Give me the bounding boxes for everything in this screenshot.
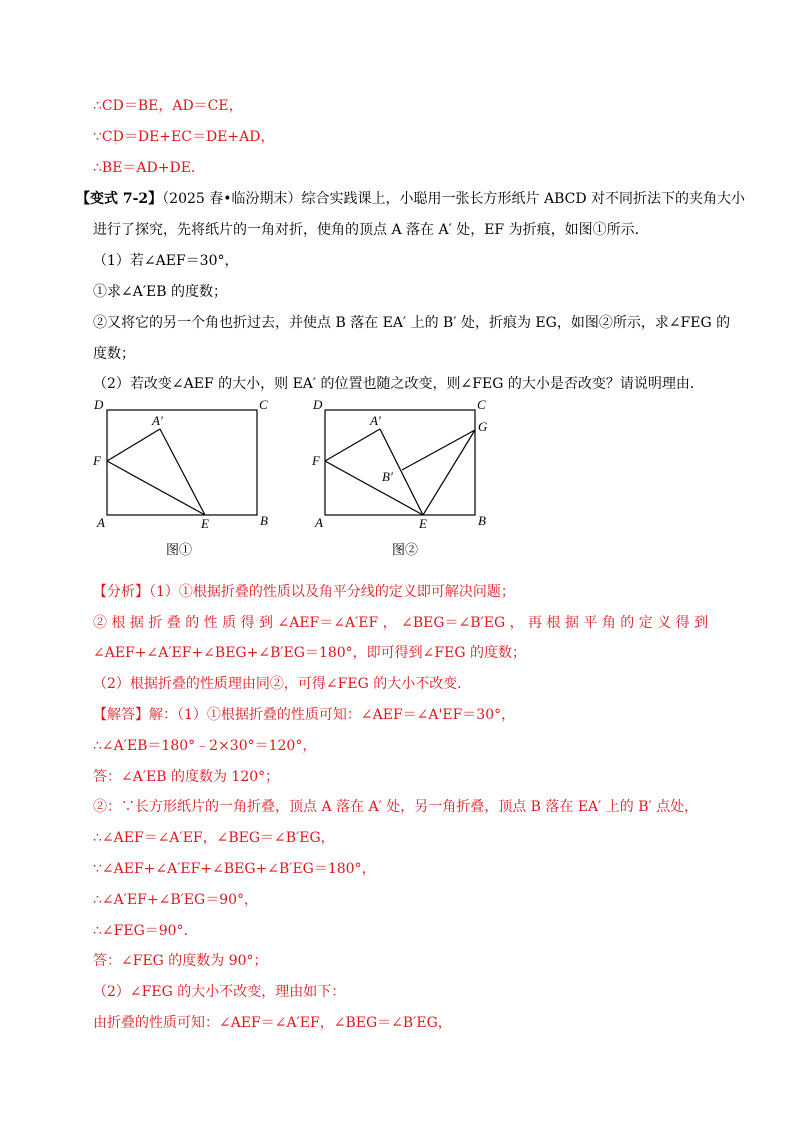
question-1: （1）若∠AEF＝30°， (93, 253, 239, 269)
rectangle-abcd (325, 410, 475, 515)
label-a-prime: A′ (370, 413, 381, 428)
question-1b: ②又将它的另一个角也折过去，并使点 B 落在 EA′ 上的 B′ 处，折痕为 EG，如图②所示，求∠FEG 的 (93, 315, 731, 331)
analysis-line-2: ② 根 据 折 叠 的 性 质 得 到 ∠AEF＝∠A′EF ， ∠BEG＝∠B′EG ， 再 根 据 平 角 的 定 义 得 到 (93, 615, 709, 631)
analysis-line-1: 【分析】（1）①根据折叠的性质以及角平分线的定义即可解决问题； (93, 584, 515, 600)
solution-line: 由折叠的性质可知：∠AEF＝∠A′EF，∠BEG＝∠B′EG， (93, 1015, 452, 1031)
problem-tag: 【变式 7-2】 (76, 191, 163, 207)
solution-line: 【解答】解：（1）①根据折叠的性质可知：∠AEF＝∠A'EF＝30°， (93, 707, 516, 723)
label-f: F (93, 453, 101, 468)
proof-line: ∴CD＝BE，AD＝CE， (93, 98, 243, 114)
label-b: B (260, 513, 268, 528)
solution-line: 答：∠A′EB 的度数为 120°； (93, 769, 280, 785)
solution-line: ∴∠A′EF+∠B′EG＝90°， (93, 892, 259, 908)
label-b-prime: B′ (382, 469, 393, 484)
solution-line: 答：∠FEG 的度数为 90°； (93, 953, 268, 969)
label-d: D (313, 397, 323, 412)
problem-text: （2025 春•临汾期末）综合实践课上，小聪用一张长方形纸片 ABCD 对不同折法下的夹角大小 (162, 191, 746, 207)
solution-line: ∴∠A′EB＝180°﹣2×30°＝120°， (93, 738, 317, 754)
question-2: （2）若改变∠AEF 的大小，则 EA′ 的位置也随之改变，则∠FEG 的大小是否改变？请说明理由． (93, 376, 704, 392)
solution-line: ∴∠FEG＝90°． (93, 923, 198, 939)
rectangle-abcd (107, 410, 257, 515)
label-b: B (478, 513, 486, 528)
question-1a: ①求∠A′EB 的度数； (93, 284, 227, 300)
segment-fa-prime (325, 429, 380, 461)
figure-2-caption: 图② (392, 543, 419, 558)
fold-line-ef (325, 461, 423, 515)
figure-1-caption: 图① (166, 543, 193, 558)
label-a: A (97, 515, 105, 530)
segment-b-prime-g (402, 430, 475, 470)
figure-1 (90, 395, 280, 550)
label-f: F (312, 453, 320, 468)
question-1b-cont: 度数； (93, 346, 135, 362)
label-c: C (259, 397, 268, 412)
problem-line-2: 进行了探究，先将纸片的一角对折，使角的顶点 A 落在 A′ 处，EF 为折痕，如图①所示． (93, 222, 649, 238)
solution-line: ②：∵长方形纸片的一角折叠，顶点 A 落在 A′ 处，另一角折叠，顶点 B 落在 EA′ 上的 B′ 点处， (93, 799, 699, 815)
figure-2 (310, 395, 500, 550)
label-c: C (477, 397, 486, 412)
analysis-line-4: （2）根据折叠的性质理由同②，可得∠FEG 的大小不改变． (93, 676, 472, 692)
label-e: E (419, 516, 427, 531)
fold-line-eg (423, 430, 475, 515)
segment-fa-prime (107, 429, 160, 461)
problem-line-1 (76, 190, 745, 208)
proof-line: ∴BE＝AD+DE． (93, 160, 205, 176)
label-e: E (201, 516, 209, 531)
solution-line: （2）∠FEG 的大小不改变，理由如下： (93, 984, 346, 1000)
solution-line: ∵∠AEF+∠A′EF+∠BEG+∠B′EG＝180°， (93, 861, 376, 877)
label-g: G (478, 419, 488, 434)
label-d: D (94, 397, 104, 412)
analysis-line-3: ∠AEF+∠A′EF+∠BEG+∠B′EG＝180°，即可得到∠FEG 的度数； (93, 645, 526, 661)
solution-line: ∴∠AEF＝∠A′EF，∠BEG＝∠B′EG， (93, 830, 335, 846)
proof-line: ∵CD＝DE+EC＝DE+AD， (93, 129, 275, 145)
label-a: A (315, 515, 323, 530)
label-a-prime: A′ (152, 413, 163, 428)
